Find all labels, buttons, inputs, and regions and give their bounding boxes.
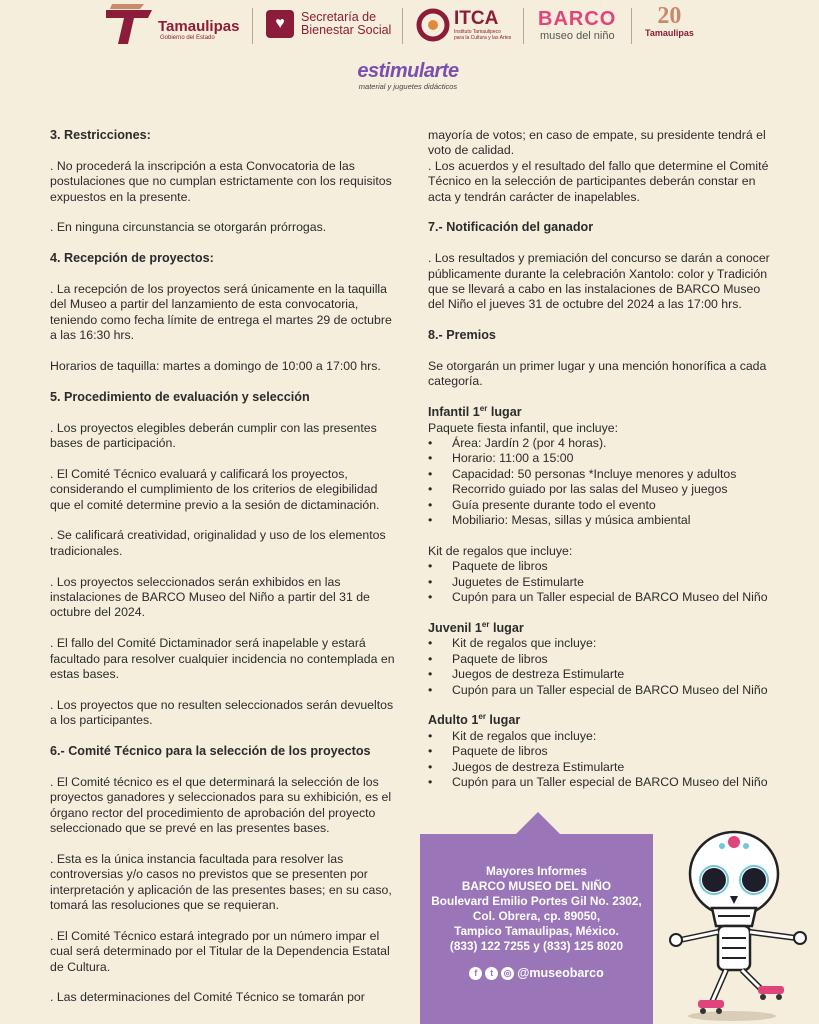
infantil-list bbox=[428, 436, 773, 528]
list-item: • Juegos de destreza Estimularte bbox=[428, 667, 773, 682]
section-6-paragraph: . Las determinaciones del Comité Técnico se tomarán por bbox=[50, 990, 365, 1005]
list-item: • Horario: 11:00 a 15:00 bbox=[428, 451, 773, 466]
info-line: Tampico Tamaulipas, México. bbox=[454, 924, 619, 938]
list-item: • Juegos de destreza Estimularte bbox=[428, 760, 773, 775]
section-7-paragraph: . Los resultados y premiación del concurso se darán a conocer públicamente durante la celebración Xantolo: color y Tradición que se llevará a cabo en las instalaciones de BARCO Museo del Niño el jueves 31 de octubre del 2024 a las 17:00 hrs. bbox=[428, 251, 770, 312]
info-line: Boulevard Emilio Portes Gil No. 2302, bbox=[431, 894, 642, 908]
divider bbox=[523, 8, 524, 44]
list-item: • Área: Jardín 2 (por 4 horas). bbox=[428, 436, 773, 451]
section-4-paragraph: Horarios de taquilla: martes a domingo de 10:00 a 17:00 hrs. bbox=[50, 359, 381, 374]
adulto-title-text: Adulto 1 bbox=[428, 713, 479, 728]
info-line: (833) 122 7255 y (833) 125 8020 bbox=[449, 939, 624, 953]
continuation-paragraph: . Los acuerdos y el resultado del fallo que determine el Comité Técnico en la selección de participantes deberán constar en acta y tendrán carácter de inapelables. bbox=[428, 158, 769, 204]
kit-intro: Kit de regalos que incluye: bbox=[428, 543, 573, 558]
divider bbox=[252, 8, 253, 44]
itca-name: ITCA bbox=[454, 8, 499, 29]
estimularte-sub: material y juguetes didácticos bbox=[358, 82, 458, 91]
itca-circle-icon bbox=[416, 8, 450, 42]
list-item: • Cupón para un Taller especial de BARCO Museo del Niño bbox=[428, 590, 773, 605]
adulto-title bbox=[428, 713, 773, 728]
infantil-title-after: lugar bbox=[487, 405, 522, 420]
section-8-title: 8.- Premios bbox=[428, 328, 496, 343]
itca-sub1: Instituto Tamaulipeco bbox=[454, 29, 501, 35]
section-5-paragraph: . Los proyectos seleccionados serán exhibidos en las instalaciones de BARCO Museo del Niño a partir del 31 de octubre del 2024. bbox=[50, 574, 370, 620]
list-item: • Juguetes de Estimularte bbox=[428, 575, 773, 590]
list-item: • Mobiliario: Mesas, sillas y música ambiental bbox=[428, 513, 773, 528]
left-column bbox=[50, 128, 395, 1021]
section-7-title: 7.- Notificación del ganador bbox=[428, 220, 594, 235]
anniversary-logo bbox=[645, 4, 694, 38]
divider bbox=[402, 8, 403, 44]
juvenil-title-text: Juvenil 1 bbox=[428, 620, 482, 635]
juvenil-sup: er bbox=[481, 619, 490, 629]
section-6-paragraph: . El Comité Técnico estará integrado por un número impar el cual será determinado por el Titular de la Dependencia Estatal de Cultura. bbox=[50, 928, 390, 974]
section-3-paragraph: . En ninguna circunstancia se otorgarán prórrogas. bbox=[50, 220, 327, 235]
itca-sub2: para la Cultura y las Artes bbox=[454, 35, 512, 41]
tamaulipas-sub: Gobierno del Estado bbox=[160, 34, 215, 41]
barco-sub: museo del niño bbox=[540, 30, 615, 42]
itca-logo bbox=[416, 8, 511, 42]
kit-list bbox=[428, 559, 773, 605]
social-handle[interactable]: @museobarco bbox=[517, 966, 604, 980]
list-item: • Kit de regalos que incluye: bbox=[428, 636, 773, 651]
list-item: • Cupón para un Taller especial de BARCO Museo del Niño bbox=[428, 683, 773, 698]
info-line: Col. Obrera, cp. 89050, bbox=[472, 909, 601, 923]
list-item: • Paquete de libros bbox=[428, 559, 773, 574]
secretaria-logo bbox=[266, 10, 391, 38]
infantil-intro: Paquete fiesta infantil, que incluye: bbox=[428, 420, 619, 435]
divider bbox=[631, 8, 632, 44]
list-item: • Cupón para un Taller especial de BARCO Museo del Niño bbox=[428, 775, 773, 790]
tamaulipas-t-icon bbox=[104, 4, 156, 46]
section-5-paragraph: . El Comité Técnico evaluará y calificará los proyectos, considerando el cumplimiento de los criterios de elegibilidad que el comité determine previo a la sesión de dictaminación. bbox=[50, 466, 380, 512]
anniversary-name: Tamaulipas bbox=[645, 28, 694, 38]
estimularte-logo bbox=[340, 60, 476, 91]
infantil-title bbox=[428, 405, 773, 420]
list-item: • Paquete de libros bbox=[428, 652, 773, 667]
info-title: Mayores Informes bbox=[486, 864, 587, 878]
bienestar-heart-icon: ♥ bbox=[266, 10, 294, 38]
section-3-title: 3. Restricciones: bbox=[50, 128, 151, 142]
section-5-paragraph: . El fallo del Comité Dictaminador será inapelable y estará facultado para resolver cualquier incidencia no contemplada en estas bases. bbox=[50, 636, 395, 682]
list-item: • Guía presente durante todo el evento bbox=[428, 498, 773, 513]
facebook-icon[interactable]: f bbox=[469, 967, 482, 980]
section-6-paragraph: . Esta es la única instancia facultada para resolver las controversias y/o casos no previstos que se presenten por interpretación y aplicación de las presentes bases; en su caso, tomará las resoluciones que se requieran. bbox=[50, 851, 392, 913]
estimularte-name: estimularte bbox=[357, 60, 459, 82]
barco-logo bbox=[538, 8, 616, 42]
section-5-title: 5. Procedimiento de evaluación y selección bbox=[50, 389, 310, 404]
list-item: • Kit de regalos que incluye: bbox=[428, 729, 773, 744]
section-8-paragraph: Se otorgarán un primer lugar y una mención honorífica a cada categoría. bbox=[428, 359, 767, 389]
list-item: • Recorrido guiado por las salas del Museo y juegos bbox=[428, 482, 773, 497]
section-5-paragraph: . Los proyectos que no resulten seleccionados serán devueltos a los participantes. bbox=[50, 697, 394, 728]
infantil-sup: er bbox=[479, 404, 488, 414]
section-5-paragraph: . Se calificará creatividad, originalidad y uso de los elementos tradicionales. bbox=[50, 528, 386, 558]
secretaria-line1: Secretaría de bbox=[301, 10, 377, 24]
instagram-icon[interactable]: ◎ bbox=[501, 967, 514, 980]
social-row bbox=[420, 966, 653, 981]
list-item: • Paquete de libros bbox=[428, 744, 773, 759]
juvenil-list bbox=[428, 636, 773, 698]
section-6-paragraph: . El Comité técnico es el que determinará la selección de los proyectos ganadores y seleccionados para su exhibición, es el órgano rector del procedimiento de aprobación del proyecto seleccionado que se prevé en las presentes bases. bbox=[50, 774, 392, 836]
twitter-icon[interactable]: t bbox=[485, 967, 498, 980]
info-line: BARCO MUSEO DEL NIÑO bbox=[461, 879, 612, 893]
skeleton-mascot-illustration bbox=[662, 826, 812, 1021]
tamaulipas-logo bbox=[104, 4, 239, 46]
right-column bbox=[428, 128, 773, 806]
adulto-title-after: lugar bbox=[485, 713, 521, 728]
section-4-paragraph: . La recepción de los proyectos será únicamente en la taquilla del Museo a partir del lanzamiento de esta convocatoria, teniendo como fecha límite de entrega el martes 29 de octubre a las 16:30 hrs. bbox=[50, 282, 392, 343]
section-4-title: 4. Recepción de proyectos: bbox=[50, 251, 214, 266]
juvenil-title bbox=[428, 621, 773, 636]
secretaria-line2: Bienestar Social bbox=[301, 23, 392, 37]
header-logos bbox=[0, 0, 819, 110]
section-3-paragraph: . No procederá la inscripción a esta Convocatoria de las postulaciones que no cumplan estrictamente con los requisitos expuestos en la presente. bbox=[50, 158, 392, 204]
section-6-title: 6.- Comité Técnico para la selección de los proyectos bbox=[50, 744, 371, 759]
list-item: • Capacidad: 50 personas *Incluye menores y adultos bbox=[428, 467, 773, 482]
anniversary-number: 20 bbox=[657, 3, 682, 29]
info-box bbox=[420, 834, 653, 1024]
adulto-list bbox=[428, 729, 773, 791]
section-5-paragraph: . Los proyectos elegibles deberán cumplir con las presentes bases de participación. bbox=[50, 420, 377, 451]
juvenil-title-after: lugar bbox=[489, 620, 524, 635]
adulto-sup: er bbox=[478, 712, 486, 722]
barco-name: BARCO bbox=[538, 8, 617, 30]
continuation-paragraph: mayoría de votos; en caso de empate, su presidente tendrá el voto de calidad. bbox=[428, 128, 766, 158]
infantil-title-text: Infantil 1 bbox=[428, 405, 480, 420]
tamaulipas-name: Tamaulipas bbox=[158, 17, 240, 35]
